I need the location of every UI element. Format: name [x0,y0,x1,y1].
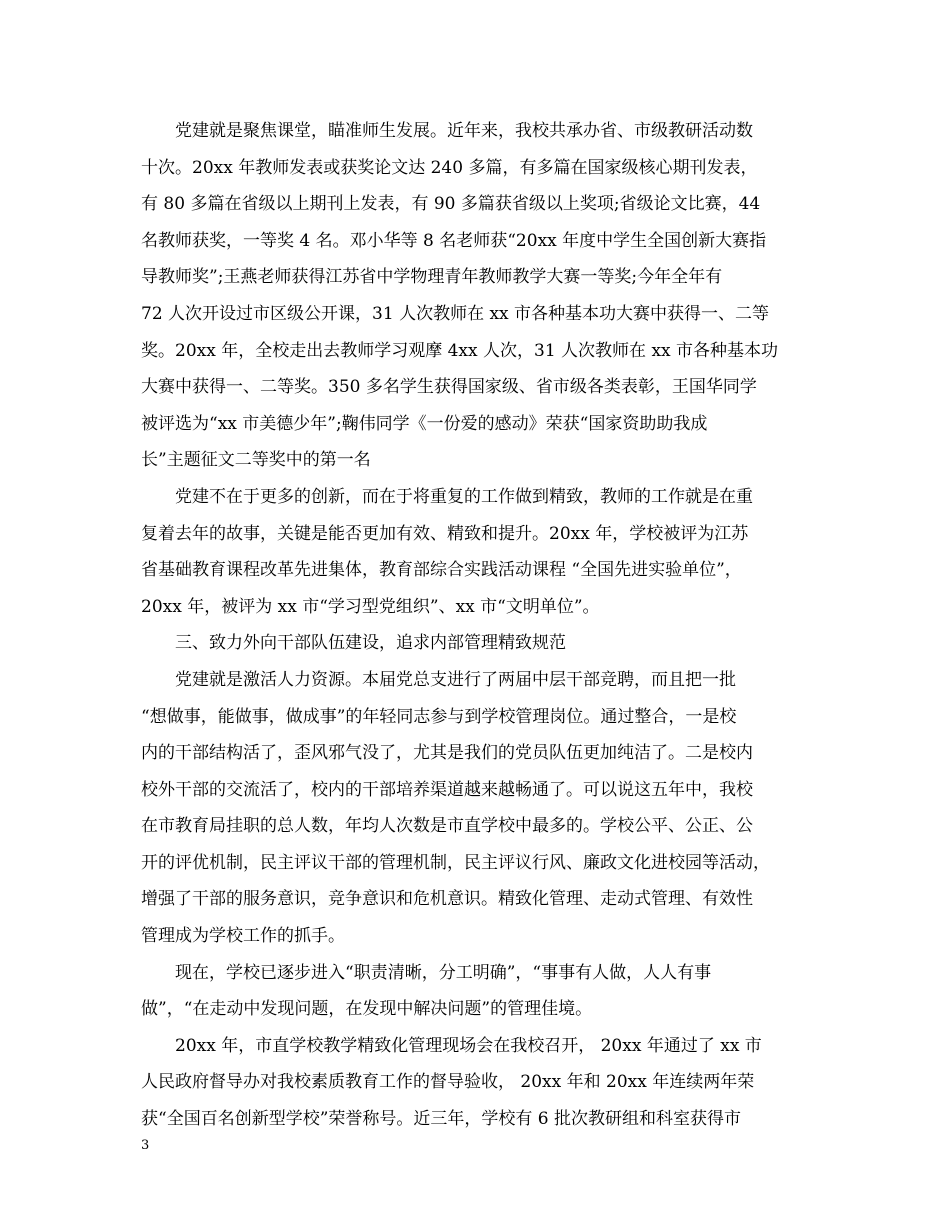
text-line: 内的干部结构活了，歪风邪气没了，尤其是我们的党员队伍更加纯洁了。二是校内 [141,743,753,764]
text-line: 大赛中获得一、二等奖。350 多名学生获得国家级、省市级各类表彰，王国华同学 [141,377,757,398]
text-line: 现在，学校已逐步进入“职责清晰，分工明确”，“事事有人做，人人有事 [175,962,712,983]
text-line: 20xx 年，被评为 xx 市“学习型党组织”、xx 市“文明单位”。 [141,596,600,617]
text-line: 党建不在于更多的创新，而在于将重复的工作做到精致，教师的工作就是在重 [175,486,753,507]
text-line: 在市教育局挂职的总人数，年均人次数是市直学校中最多的。学校公平、公正、公 [141,816,753,837]
text-line: 72 人次开设过市区级公开课，31 人次教师在 xx 市各种基本功大赛中获得一、二等 [141,303,770,324]
text-line: 奖。20xx 年，全校走出去教师学习观摩 4xx 人次，31 人次教师在 xx 市各种基本功 [141,340,779,361]
text-line: 人民政府督导办对我校素质教育工作的督导验收， 20xx 年和 20xx 年连续两年荣 [141,1072,755,1093]
text-line: “想做事，能做事，做成事”的年轻同志参与到学校管理岗位。通过整合，一是校 [141,706,737,727]
text-line: 长”主题征文二等奖中的第一名 [141,450,371,471]
text-line: 管理成为学校工作的抓手。 [141,926,345,947]
text-line: 获“全国百名创新型学校”荣誉称号。近三年，学校有 6 批次教研组和科室获得市 [141,1109,742,1130]
text-line: 复着去年的故事，关键是能否更加有效、精致和提升。20xx 年，学校被评为江苏 [141,523,749,544]
text-line: 省基础教育课程改革先进集体，教育部综合实践活动课程 “全国先进实验单位”， [141,560,742,581]
text-line: 增强了干部的服务意识，竞争意识和危机意识。精致化管理、走动式管理、有效性 [141,889,753,910]
text-line: 校外干部的交流活了，校内的干部培养渠道越来越畅通了。可以说这五年中，我校 [141,779,753,800]
text-line: 十次。20xx 年教师发表或获奖论文达 240 多篇，有多篇在国家级核心期刊发表， [141,157,758,178]
text-line: 党建就是聚焦课堂，瞄准师生发展。近年来，我校共承办省、市级教研活动数 [175,121,753,141]
text-line: 20xx 年，市直学校教学精致化管理现场会在我校召开， 20xx 年通过了 xx 市 [175,1035,762,1056]
text-line: 开的评优机制，民主评议干部的管理机制，民主评议行风、廉政文化进校园等活动， [141,852,770,873]
text-line: 做”，“在走动中发现问题，在发现中解决问题”的管理佳境。 [141,999,593,1020]
page-number: 3 [141,1138,150,1153]
document-body [141,113,821,1138]
text-line: 党建就是激活人力资源。本届党总支进行了两届中层干部竞聘，而且把一批 [175,669,736,690]
text-line: 名教师获奖，一等奖 4 名。邓小华等 8 名老师获“20xx 年度中学生全国创新大赛指 [141,230,767,251]
text-line: 导教师奖”;王燕老师获得江苏省中学物理青年教师教学大赛一等奖;今年全年有 [141,267,723,288]
text-line: 有 80 多篇在省级以上期刊上发表，有 90 多篇获省级以上奖项;省级论文比赛，44 [141,194,761,215]
text-line: 被评选为“xx 市美德少年”;鞠伟同学《一份爱的感动》荣获“国家资助助我成 [141,413,708,434]
text-line: 三、致力外向干部队伍建设，追求内部管理精致规范 [175,633,566,654]
